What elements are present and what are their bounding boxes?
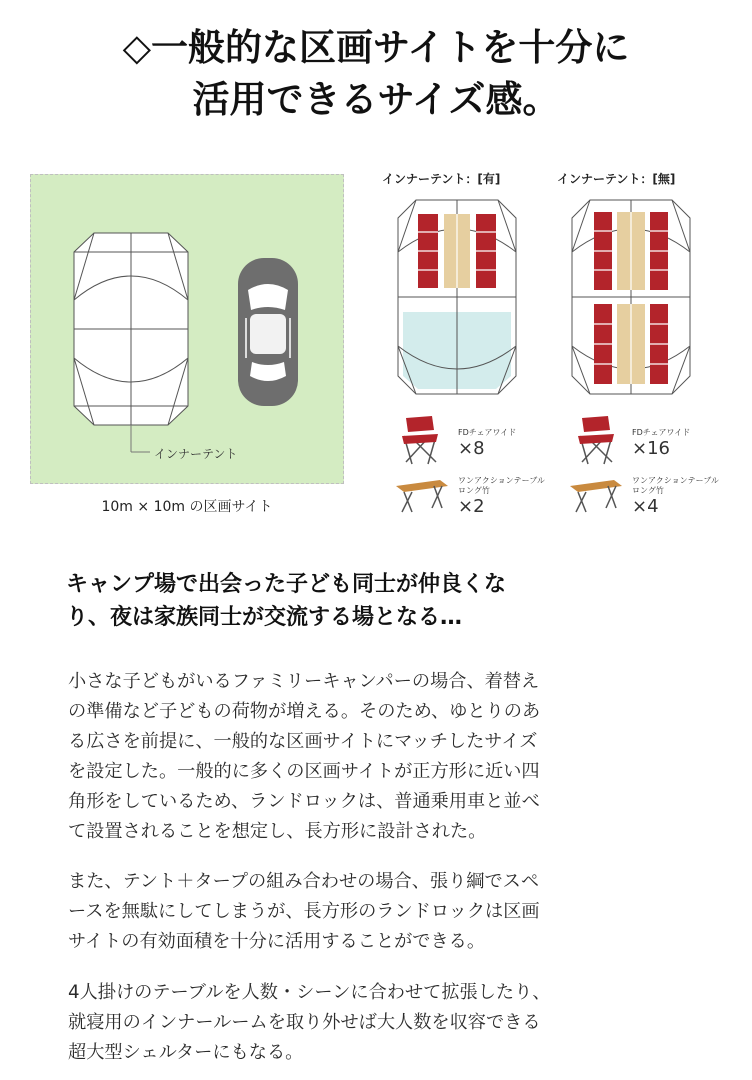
title-line-2: 活用できるサイズ感。 xyxy=(192,78,560,121)
table-icon xyxy=(568,478,624,514)
table-icon xyxy=(394,478,450,514)
paragraph-line: る広さを前提に、一般的な区画サイトにマッチしたサイズ xyxy=(68,731,538,752)
chair-icon xyxy=(574,414,620,466)
paragraph-line: ースを無駄にしてしまうが、長方形のランドロックは区画 xyxy=(68,901,540,922)
tent-plan-with-inner xyxy=(396,200,518,394)
paragraph-line: 超大型シェルターにもなる。 xyxy=(68,1042,304,1063)
table-name-without-2: ロング竹 xyxy=(632,486,664,495)
paragraph-line: サイトの有効面積を十分に活用することができる。 xyxy=(68,931,486,952)
chair-count-with: ×8 xyxy=(458,438,485,459)
table-count-without: ×4 xyxy=(632,496,659,517)
chair-count-without: ×16 xyxy=(632,438,670,459)
table-name-with-2: ロング竹 xyxy=(458,486,490,495)
site-caption: 10m × 10m の区画サイト xyxy=(101,499,273,515)
subhead-line-2: り、夜は家族同士が交流する場となる… xyxy=(66,605,463,630)
paragraph-line: 4人掛けのテーブルを人数・シーンに合わせて拡張したり、 xyxy=(68,982,551,1003)
section-subheading xyxy=(66,568,706,634)
title-line-1: ◇一般的な区画サイトを十分に xyxy=(122,26,630,69)
paragraph-line: 角形をしているため、ランドロックは、普通乗用車と並べ xyxy=(68,791,540,812)
without-inner-label: インナーテント：[無] xyxy=(557,172,676,186)
chair-name-with: FDチェアワイド xyxy=(458,428,517,437)
with-inner-label: インナーテント：[有] xyxy=(382,172,501,186)
chair-icon xyxy=(398,414,444,466)
paragraph-1 xyxy=(68,667,708,847)
table-name-with-1: ワンアクションテーブル xyxy=(458,476,545,485)
table-count-with: ×2 xyxy=(458,496,485,517)
paragraph-line: を設定した。一般的に多くの区画サイトが正方形に近い四 xyxy=(68,761,540,782)
subhead-line-1: キャンプ場で出会った子ども同士が仲良くな xyxy=(66,572,507,597)
tent-plan-without-inner xyxy=(570,200,692,394)
car-icon xyxy=(238,258,298,406)
table-name-without-1: ワンアクションテーブル xyxy=(632,476,719,485)
paragraph-3 xyxy=(68,978,708,1068)
paragraph-2 xyxy=(68,867,708,957)
paragraph-line: て設置されることを想定し、長方形に設計された。 xyxy=(68,821,487,842)
inner-tent-label: インナーテント xyxy=(154,447,238,461)
paragraph-line: また、テント＋タープの組み合わせの場合、張り綱でスペ xyxy=(68,871,540,892)
chair-name-without: FDチェアワイド xyxy=(632,428,691,437)
paragraph-line: 小さな子どもがいるファミリーキャンパーの場合、着替え xyxy=(68,671,540,692)
paragraph-line: 就寝用のインナールームを取り外せば大人数を収容できる xyxy=(68,1012,541,1033)
paragraph-line: の準備など子どもの荷物が増える。そのため、ゆとりのあ xyxy=(68,701,541,722)
